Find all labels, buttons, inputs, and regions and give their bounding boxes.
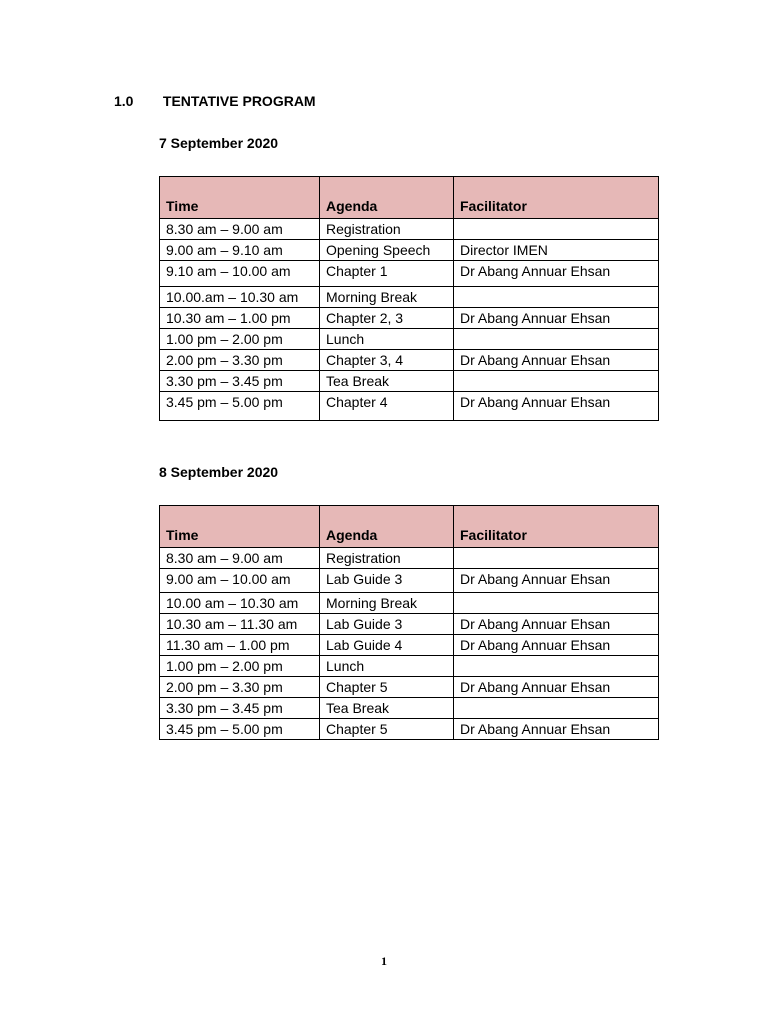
cell-time: 10.30 am – 1.00 pm	[160, 308, 320, 329]
column-header-facilitator: Facilitator	[454, 177, 659, 219]
cell-facilitator	[454, 287, 659, 308]
table-row	[160, 548, 659, 569]
cell-agenda: Chapter 4	[320, 392, 454, 421]
cell-time: 11.30 am – 1.00 pm	[160, 635, 320, 656]
cell-facilitator: Dr Abang Annuar Ehsan	[454, 614, 659, 635]
cell-agenda: Tea Break	[320, 371, 454, 392]
cell-agenda: Opening Speech	[320, 240, 454, 261]
section-number: 1.0	[114, 93, 134, 109]
cell-time: 1.00 pm – 2.00 pm	[160, 329, 320, 350]
cell-agenda: Morning Break	[320, 593, 454, 614]
cell-facilitator	[454, 219, 659, 240]
schedule-table-day-2	[159, 505, 659, 740]
cell-time: 3.30 pm – 3.45 pm	[160, 698, 320, 719]
cell-time: 10.30 am – 11.30 am	[160, 614, 320, 635]
cell-agenda: Lab Guide 4	[320, 635, 454, 656]
cell-agenda: Chapter 2, 3	[320, 308, 454, 329]
cell-time: 8.30 am – 9.00 am	[160, 548, 320, 569]
cell-time: 3.30 pm – 3.45 pm	[160, 371, 320, 392]
cell-agenda: Registration	[320, 548, 454, 569]
cell-agenda: Tea Break	[320, 698, 454, 719]
table-row	[160, 698, 659, 719]
column-header-agenda: Agenda	[320, 177, 454, 219]
section-title: TENTATIVE PROGRAM	[162, 93, 316, 109]
column-header-facilitator: Facilitator	[454, 506, 659, 548]
cell-facilitator	[454, 656, 659, 677]
cell-agenda: Lab Guide 3	[320, 614, 454, 635]
column-header-time: Time	[160, 506, 320, 548]
table-header-row	[160, 506, 659, 548]
table-row	[160, 287, 659, 308]
cell-time: 10.00.am – 10.30 am	[160, 287, 320, 308]
table-row	[160, 261, 659, 287]
cell-facilitator: Director IMEN	[454, 240, 659, 261]
table-row	[160, 392, 659, 421]
table-row	[160, 614, 659, 635]
cell-facilitator: Dr Abang Annuar Ehsan	[454, 350, 659, 371]
cell-agenda: Lab Guide 3	[320, 569, 454, 593]
cell-facilitator: Dr Abang Annuar Ehsan	[454, 635, 659, 656]
cell-time: 2.00 pm – 3.30 pm	[160, 350, 320, 371]
cell-facilitator	[454, 329, 659, 350]
cell-facilitator	[454, 371, 659, 392]
cell-facilitator: Dr Abang Annuar Ehsan	[454, 392, 659, 421]
cell-agenda: Chapter 5	[320, 677, 454, 698]
table-row	[160, 719, 659, 740]
table-row	[160, 635, 659, 656]
table-row	[160, 593, 659, 614]
cell-agenda: Morning Break	[320, 287, 454, 308]
cell-facilitator: Dr Abang Annuar Ehsan	[454, 719, 659, 740]
cell-facilitator: Dr Abang Annuar Ehsan	[454, 308, 659, 329]
cell-time: 9.00 am – 9.10 am	[160, 240, 320, 261]
day-heading-2: 8 September 2020	[159, 464, 279, 480]
cell-time: 9.10 am – 10.00 am	[160, 261, 320, 287]
cell-facilitator	[454, 593, 659, 614]
page-number: 1	[381, 954, 387, 968]
cell-facilitator	[454, 698, 659, 719]
cell-facilitator: Dr Abang Annuar Ehsan	[454, 569, 659, 593]
cell-time: 2.00 pm – 3.30 pm	[160, 677, 320, 698]
cell-time: 3.45 pm – 5.00 pm	[160, 719, 320, 740]
cell-agenda: Chapter 3, 4	[320, 350, 454, 371]
cell-time: 3.45 pm – 5.00 pm	[160, 392, 320, 421]
table-row	[160, 240, 659, 261]
cell-facilitator	[454, 548, 659, 569]
cell-agenda: Chapter 1	[320, 261, 454, 287]
day-heading-1: 7 September 2020	[159, 135, 279, 151]
cell-facilitator: Dr Abang Annuar Ehsan	[454, 677, 659, 698]
cell-time: 8.30 am – 9.00 am	[160, 219, 320, 240]
table-row	[160, 329, 659, 350]
cell-time: 1.00 pm – 2.00 pm	[160, 656, 320, 677]
column-header-time: Time	[160, 177, 320, 219]
section-heading	[114, 93, 316, 109]
cell-facilitator: Dr Abang Annuar Ehsan	[454, 261, 659, 287]
cell-time: 9.00 am – 10.00 am	[160, 569, 320, 593]
cell-agenda: Lunch	[320, 329, 454, 350]
table-row	[160, 350, 659, 371]
cell-agenda: Lunch	[320, 656, 454, 677]
table-header-row	[160, 177, 659, 219]
column-header-agenda: Agenda	[320, 506, 454, 548]
table-row	[160, 656, 659, 677]
schedule-table-day-1	[159, 176, 659, 421]
cell-agenda: Registration	[320, 219, 454, 240]
table-row	[160, 219, 659, 240]
table-row	[160, 677, 659, 698]
table-row	[160, 308, 659, 329]
cell-time: 10.00 am – 10.30 am	[160, 593, 320, 614]
table-row	[160, 371, 659, 392]
table-row	[160, 569, 659, 593]
cell-agenda: Chapter 5	[320, 719, 454, 740]
